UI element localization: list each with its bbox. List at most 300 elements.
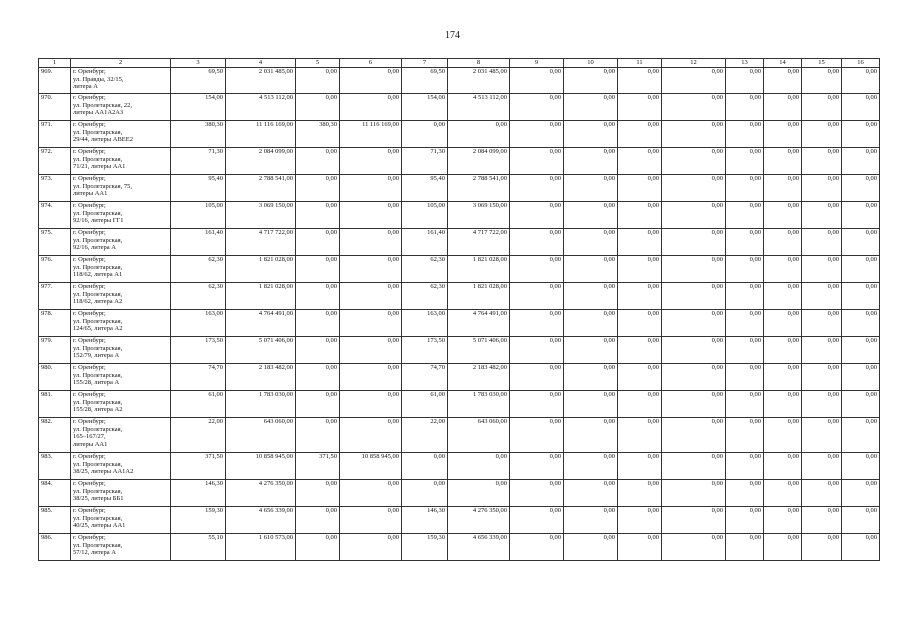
value-cell: 0,00 (510, 418, 564, 453)
value-cell: 0,00 (764, 364, 802, 391)
value-cell: 0,00 (510, 453, 564, 480)
value-cell: 0,00 (802, 94, 842, 121)
value-cell: 0,00 (340, 283, 402, 310)
address-line: ул. Правды, 32/15, (73, 75, 124, 83)
value-cell: 0,00 (296, 391, 340, 418)
address-cell (71, 507, 171, 534)
value-cell: 0,00 (802, 175, 842, 202)
value-cell: 0,00 (764, 68, 802, 94)
address-line: 118/62, литера А1 (73, 271, 123, 278)
table-row (39, 310, 880, 337)
value-cell: 4 764 491,00 (448, 310, 510, 337)
value-cell: 4 276 350,00 (448, 507, 510, 534)
value-cell: 0,00 (296, 256, 340, 283)
value-cell: 163,00 (171, 310, 226, 337)
value-cell: 0,00 (296, 229, 340, 256)
row-number: 984. (39, 480, 71, 507)
page-number: 174 (445, 30, 460, 41)
value-cell: 0,00 (296, 148, 340, 175)
column-number: 3 (171, 59, 226, 68)
address-cell (71, 94, 171, 121)
value-cell: 0,00 (448, 121, 510, 148)
value-cell: 146,30 (171, 480, 226, 507)
value-cell: 0,00 (842, 148, 880, 175)
value-cell: 380,30 (296, 121, 340, 148)
value-cell: 61,00 (171, 391, 226, 418)
address-line: 29/44, литеры АВЕЕ2 (73, 136, 133, 143)
address-cell (71, 364, 171, 391)
value-cell: 2 183 482,00 (226, 364, 296, 391)
value-cell: 0,00 (802, 283, 842, 310)
table-row (39, 507, 880, 534)
value-cell: 0,00 (564, 283, 618, 310)
column-number: 16 (842, 59, 880, 68)
value-cell: 0,00 (618, 480, 662, 507)
column-number: 12 (662, 59, 726, 68)
value-cell: 0,00 (510, 175, 564, 202)
address-line: г. Оренбург, (73, 310, 106, 317)
table-row (39, 202, 880, 229)
address-cell (71, 283, 171, 310)
table-row (39, 68, 880, 94)
value-cell: 0,00 (296, 337, 340, 364)
value-cell: 0,00 (618, 175, 662, 202)
value-cell: 62,30 (402, 256, 448, 283)
value-cell: 74,70 (171, 364, 226, 391)
address-cell (71, 480, 171, 507)
value-cell: 0,00 (340, 68, 402, 94)
value-cell: 5 071 406,00 (448, 337, 510, 364)
row-number: 978. (39, 310, 71, 337)
address-line: ул. Пролетарская, 75, (73, 182, 132, 190)
value-cell: 0,00 (618, 391, 662, 418)
value-cell: 1 821 028,00 (448, 283, 510, 310)
value-cell: 0,00 (564, 148, 618, 175)
value-cell: 146,30 (402, 507, 448, 534)
value-cell: 0,00 (564, 453, 618, 480)
address-line: 38/25, литеры ББ1 (73, 495, 124, 502)
value-cell: 0,00 (510, 480, 564, 507)
value-cell: 0,00 (618, 68, 662, 94)
value-cell: 0,00 (726, 94, 764, 121)
value-cell: 0,00 (618, 229, 662, 256)
value-cell: 0,00 (842, 68, 880, 94)
value-cell: 159,30 (171, 507, 226, 534)
table-row (39, 480, 880, 507)
value-cell: 3 069 150,00 (226, 202, 296, 229)
value-cell: 0,00 (618, 148, 662, 175)
table-row (39, 256, 880, 283)
value-cell: 0,00 (564, 94, 618, 121)
value-cell: 0,00 (802, 391, 842, 418)
value-cell: 0,00 (662, 480, 726, 507)
value-cell: 0,00 (662, 453, 726, 480)
value-cell: 0,00 (564, 310, 618, 337)
value-cell: 2 031 485,00 (448, 68, 510, 94)
value-cell: 0,00 (340, 480, 402, 507)
value-cell: 0,00 (618, 364, 662, 391)
column-number: 5 (296, 59, 340, 68)
column-number: 6 (340, 59, 402, 68)
address-line: 155/28, литера А2 (73, 406, 123, 413)
row-number: 986. (39, 534, 71, 561)
value-cell: 0,00 (340, 94, 402, 121)
value-cell: 0,00 (618, 94, 662, 121)
address-line: литеры АА1 (73, 440, 108, 448)
address-line: г. Оренбург, (73, 175, 106, 182)
value-cell: 154,00 (402, 94, 448, 121)
value-cell: 1 610 573,00 (226, 534, 296, 561)
value-cell: 0,00 (340, 418, 402, 453)
value-cell: 0,00 (764, 310, 802, 337)
address-cell (71, 534, 171, 561)
value-cell: 0,00 (402, 121, 448, 148)
value-cell: 0,00 (764, 453, 802, 480)
value-cell: 62,30 (402, 283, 448, 310)
value-cell: 0,00 (842, 310, 880, 337)
value-cell: 10 858 945,00 (340, 453, 402, 480)
value-cell: 0,00 (802, 256, 842, 283)
value-cell: 0,00 (662, 256, 726, 283)
value-cell: 0,00 (662, 534, 726, 561)
value-cell: 0,00 (802, 148, 842, 175)
value-cell: 0,00 (802, 337, 842, 364)
value-cell: 0,00 (726, 391, 764, 418)
value-cell: 0,00 (564, 337, 618, 364)
value-cell: 0,00 (340, 229, 402, 256)
address-line: ул. Пролетарская, (73, 317, 123, 325)
value-cell: 2 183 482,00 (448, 364, 510, 391)
value-cell: 0,00 (662, 364, 726, 391)
value-cell: 0,00 (296, 283, 340, 310)
value-cell: 0,00 (340, 256, 402, 283)
address-line: 40/25, литеры АА1 (73, 522, 126, 529)
row-number: 985. (39, 507, 71, 534)
value-cell: 0,00 (564, 507, 618, 534)
value-cell: 11 116 169,00 (226, 121, 296, 148)
value-cell: 0,00 (340, 391, 402, 418)
address-line: ул. Пролетарская, (73, 541, 123, 549)
value-cell: 0,00 (802, 534, 842, 561)
value-cell: 0,00 (662, 175, 726, 202)
value-cell: 0,00 (662, 507, 726, 534)
address-cell (71, 453, 171, 480)
value-cell: 0,00 (662, 68, 726, 94)
address-line: ул. Пролетарская, (73, 371, 123, 379)
value-cell: 0,00 (764, 534, 802, 561)
address-cell (71, 310, 171, 337)
row-number: 972. (39, 148, 71, 175)
address-line: ул. Пролетарская, (73, 290, 123, 298)
value-cell: 0,00 (662, 391, 726, 418)
address-line: 92/16, литеры ГГ1 (73, 217, 124, 224)
value-cell: 0,00 (726, 534, 764, 561)
value-cell: 0,00 (764, 202, 802, 229)
value-cell: 0,00 (618, 453, 662, 480)
row-number: 971. (39, 121, 71, 148)
value-cell: 154,00 (171, 94, 226, 121)
address-line: г. Оренбург, (73, 391, 106, 398)
value-cell: 0,00 (510, 391, 564, 418)
value-cell: 0,00 (726, 310, 764, 337)
value-cell: 4 717 722,00 (448, 229, 510, 256)
address-line: ул. Пролетарская, (73, 425, 123, 433)
value-cell: 0,00 (764, 121, 802, 148)
column-number: 11 (618, 59, 662, 68)
value-cell: 0,00 (296, 94, 340, 121)
value-cell: 0,00 (296, 507, 340, 534)
value-cell: 0,00 (726, 364, 764, 391)
row-number: 974. (39, 202, 71, 229)
value-cell: 2 031 485,00 (226, 68, 296, 94)
address-cell (71, 256, 171, 283)
value-cell: 1 783 030,00 (226, 391, 296, 418)
row-number: 982. (39, 418, 71, 453)
address-cell (71, 202, 171, 229)
value-cell: 161,40 (402, 229, 448, 256)
address-line: г. Оренбург, (73, 121, 106, 128)
value-cell: 1 821 028,00 (226, 283, 296, 310)
value-cell: 0,00 (726, 175, 764, 202)
address-line: 118/62, литера А2 (73, 298, 123, 305)
value-cell: 0,00 (618, 256, 662, 283)
value-cell: 0,00 (296, 418, 340, 453)
value-cell: 4 513 112,00 (226, 94, 296, 121)
value-cell: 0,00 (340, 337, 402, 364)
value-cell: 0,00 (510, 121, 564, 148)
value-cell: 0,00 (510, 229, 564, 256)
address-cell (71, 229, 171, 256)
address-line: г. Оренбург, (73, 364, 106, 371)
value-cell: 0,00 (802, 202, 842, 229)
value-cell: 0,00 (510, 337, 564, 364)
value-cell: 0,00 (340, 202, 402, 229)
value-cell: 0,00 (842, 337, 880, 364)
value-cell: 0,00 (564, 202, 618, 229)
value-cell: 0,00 (764, 229, 802, 256)
value-cell: 0,00 (726, 283, 764, 310)
value-cell: 0,00 (726, 480, 764, 507)
value-cell: 0,00 (340, 175, 402, 202)
value-cell: 0,00 (764, 418, 802, 453)
value-cell: 0,00 (618, 337, 662, 364)
address-line: 71/21, литеры АА1 (73, 163, 126, 170)
address-cell (71, 175, 171, 202)
value-cell: 0,00 (764, 256, 802, 283)
value-cell: 0,00 (726, 453, 764, 480)
value-cell: 10 858 945,00 (226, 453, 296, 480)
value-cell: 0,00 (564, 391, 618, 418)
value-cell: 22,00 (171, 418, 226, 453)
value-cell: 0,00 (842, 364, 880, 391)
column-number: 8 (448, 59, 510, 68)
value-cell: 2 788 541,00 (226, 175, 296, 202)
value-cell: 0,00 (340, 507, 402, 534)
table-row (39, 364, 880, 391)
value-cell: 0,00 (842, 121, 880, 148)
value-cell: 643 060,00 (226, 418, 296, 453)
value-cell: 0,00 (564, 121, 618, 148)
value-cell: 0,00 (510, 507, 564, 534)
value-cell: 1 821 028,00 (226, 256, 296, 283)
row-number: 973. (39, 175, 71, 202)
register-body (39, 68, 880, 561)
value-cell: 0,00 (802, 453, 842, 480)
value-cell: 3 069 150,00 (448, 202, 510, 229)
value-cell: 0,00 (448, 453, 510, 480)
value-cell: 0,00 (802, 418, 842, 453)
row-number: 980. (39, 364, 71, 391)
value-cell: 105,00 (402, 202, 448, 229)
address-cell (71, 418, 171, 453)
row-number: 969. (39, 68, 71, 94)
address-line: г. Оренбург, (73, 480, 106, 487)
value-cell: 0,00 (662, 283, 726, 310)
value-cell: 0,00 (340, 364, 402, 391)
value-cell: 0,00 (662, 121, 726, 148)
value-cell: 0,00 (564, 418, 618, 453)
address-line: ул. Пролетарская, 22, (73, 101, 132, 109)
column-number: 14 (764, 59, 802, 68)
table-row (39, 391, 880, 418)
value-cell: 0,00 (564, 229, 618, 256)
column-number: 7 (402, 59, 448, 68)
value-cell: 0,00 (662, 202, 726, 229)
address-line: 124/65, литера А2 (73, 325, 123, 332)
address-line: ул. Пролетарская, (73, 487, 123, 495)
row-number: 981. (39, 391, 71, 418)
value-cell: 0,00 (802, 68, 842, 94)
column-number: 10 (564, 59, 618, 68)
value-cell: 643 060,00 (448, 418, 510, 453)
value-cell: 0,00 (802, 229, 842, 256)
value-cell: 0,00 (842, 418, 880, 453)
address-line: ул. Пролетарская, (73, 344, 123, 352)
value-cell: 2 788 541,00 (448, 175, 510, 202)
row-number: 979. (39, 337, 71, 364)
value-cell: 173,50 (402, 337, 448, 364)
column-number: 1 (39, 59, 71, 68)
value-cell: 0,00 (842, 453, 880, 480)
value-cell: 0,00 (510, 202, 564, 229)
value-cell: 0,00 (764, 480, 802, 507)
value-cell: 0,00 (564, 364, 618, 391)
value-cell: 95,40 (402, 175, 448, 202)
value-cell: 0,00 (510, 364, 564, 391)
table-row (39, 418, 880, 453)
value-cell: 0,00 (618, 121, 662, 148)
column-number: 2 (71, 59, 171, 68)
address-line: ул. Пролетарская, (73, 209, 123, 217)
value-cell: 71,30 (171, 148, 226, 175)
address-line: ул. Пролетарская, (73, 398, 123, 406)
value-cell: 0,00 (842, 391, 880, 418)
address-line: 38/25, литеры АА1А2 (73, 468, 134, 475)
value-cell: 0,00 (340, 534, 402, 561)
value-cell: 4 513 112,00 (448, 94, 510, 121)
value-cell: 11 116 169,00 (340, 121, 402, 148)
value-cell: 0,00 (842, 175, 880, 202)
value-cell: 371,50 (171, 453, 226, 480)
table-row (39, 453, 880, 480)
address-line: 57/12, литера А (73, 549, 116, 556)
address-line: ул. Пролетарская, (73, 514, 123, 522)
value-cell: 0,00 (448, 480, 510, 507)
value-cell: 0,00 (510, 256, 564, 283)
value-cell: 0,00 (802, 480, 842, 507)
address-line: г. Оренбург, (73, 68, 106, 75)
value-cell: 4 764 491,00 (226, 310, 296, 337)
value-cell: 0,00 (726, 202, 764, 229)
value-cell: 0,00 (662, 94, 726, 121)
value-cell: 0,00 (662, 229, 726, 256)
value-cell: 62,30 (171, 256, 226, 283)
value-cell: 0,00 (618, 202, 662, 229)
value-cell: 4 276 350,00 (226, 480, 296, 507)
value-cell: 0,00 (726, 121, 764, 148)
address-line: литеры АА1 (73, 190, 108, 197)
column-number: 15 (802, 59, 842, 68)
address-line: г. Оренбург, (73, 418, 106, 425)
value-cell: 0,00 (564, 534, 618, 561)
value-cell: 0,00 (618, 534, 662, 561)
value-cell: 55,10 (171, 534, 226, 561)
value-cell: 0,00 (340, 148, 402, 175)
value-cell: 62,30 (171, 283, 226, 310)
address-line: г. Оренбург, (73, 202, 106, 209)
value-cell: 0,00 (618, 283, 662, 310)
address-line: ул. Пролетарская, (73, 263, 123, 271)
value-cell: 0,00 (764, 148, 802, 175)
value-cell: 69,50 (171, 68, 226, 94)
address-line: ул. Пролетарская, (73, 155, 123, 163)
value-cell: 0,00 (662, 418, 726, 453)
column-number: 4 (226, 59, 296, 68)
value-cell: 0,00 (662, 337, 726, 364)
address-line: г. Оренбург, (73, 94, 106, 101)
value-cell: 95,40 (171, 175, 226, 202)
table-row (39, 534, 880, 561)
value-cell: 159,30 (402, 534, 448, 561)
value-cell: 0,00 (564, 256, 618, 283)
value-cell: 0,00 (726, 68, 764, 94)
value-cell: 380,30 (171, 121, 226, 148)
value-cell: 173,50 (171, 337, 226, 364)
address-line: г. Оренбург, (73, 534, 106, 541)
column-number: 13 (726, 59, 764, 68)
row-number: 977. (39, 283, 71, 310)
address-cell (71, 121, 171, 148)
value-cell: 0,00 (842, 283, 880, 310)
value-cell: 0,00 (564, 68, 618, 94)
value-cell: 0,00 (764, 283, 802, 310)
value-cell: 61,00 (402, 391, 448, 418)
value-cell: 71,30 (402, 148, 448, 175)
value-cell: 0,00 (764, 94, 802, 121)
address-line: 92/16, литера А (73, 244, 116, 251)
value-cell: 0,00 (564, 480, 618, 507)
value-cell: 0,00 (510, 148, 564, 175)
value-cell: 0,00 (842, 507, 880, 534)
value-cell: 0,00 (618, 507, 662, 534)
row-number: 970. (39, 94, 71, 121)
row-number: 975. (39, 229, 71, 256)
value-cell: 0,00 (842, 534, 880, 561)
value-cell: 0,00 (564, 175, 618, 202)
value-cell: 1 821 028,00 (448, 256, 510, 283)
column-number-row (39, 59, 880, 68)
address-line: г. Оренбург, (73, 229, 106, 236)
